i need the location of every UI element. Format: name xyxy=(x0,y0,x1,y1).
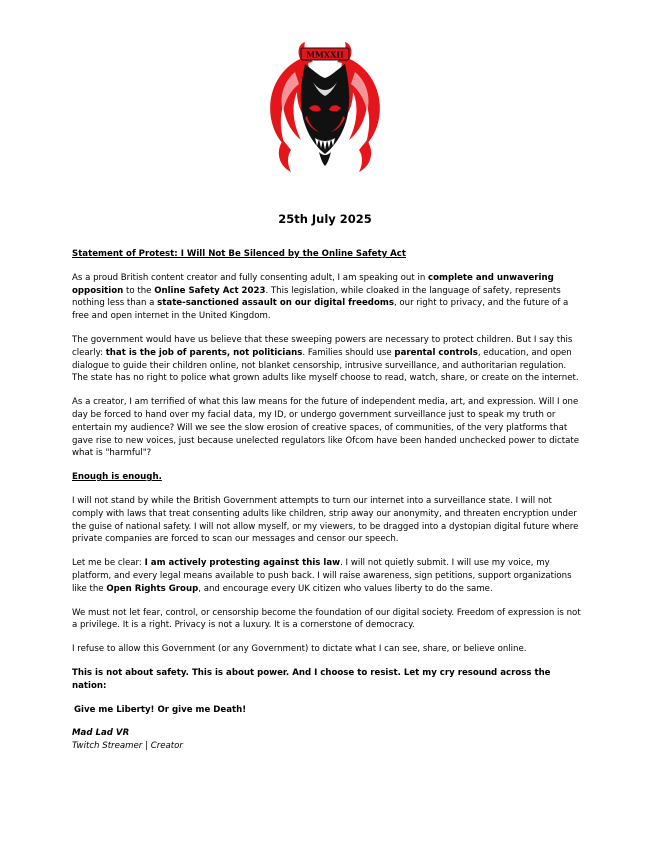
bold-text: that is the job of parents, not politicians xyxy=(105,347,303,358)
paragraph-1 xyxy=(72,272,584,323)
banner-text: MMXXII xyxy=(306,49,344,60)
text: , our right to privacy, and the future of a free and open internet in the United Kingdom. xyxy=(72,298,569,322)
text: . Families should use xyxy=(302,347,395,358)
statement-body xyxy=(72,248,584,753)
text: Let me be clear: xyxy=(72,558,145,569)
bold-text: complete and unwavering opposition xyxy=(72,272,554,296)
text: The government would have us believe that these sweeping powers are necessary to protect children. But I say this clearly: xyxy=(72,334,573,358)
paragraph-4: I will not stand by while the British Government attempts to turn our internet into a surveillance state. I will not comply with laws that treat consenting adults like children, strip away our anonymity, and threaten encryption under the guise of national safety. I will not allow myself, or my viewers, to be dragged into a dystopian digital future where private companies are forced to scan our messages and censor our speech. xyxy=(72,495,579,545)
paragraph-6: We must not let fear, control, or censorship become the foundation of our digital society. Freedom of expression is not a privilege. It is a right. Privacy is not a luxury. It is a cornerstone of democracy. xyxy=(72,607,581,631)
bold-text: parental controls xyxy=(394,347,478,358)
signature-role: Twitch Streamer | Creator xyxy=(72,741,183,752)
paragraph-7: I refuse to allow this Government (or any Government) to dictate what I can see, share, or believe online. xyxy=(72,644,527,655)
text: , education, and open dialogue to guide their children online, not blanket censorship, intrusive surveillance, and authoritarian regulation. The state has no right to police what grown adults like myself choose to read, watch, share, or create on the internet. xyxy=(72,347,579,384)
document-date: 25th July 2025 xyxy=(278,212,372,226)
liberty-line: Give me Liberty! Or give me Death! xyxy=(74,704,247,715)
bold-text: state-sanctioned assault on our digital freedoms xyxy=(157,298,394,309)
text: . This legislation, while cloaked in the language of safety, represents nothing less than a xyxy=(72,285,561,309)
paragraph-5 xyxy=(72,557,584,595)
statement-heading: Statement of Protest: I Will Not Be Silenced by the Online Safety Act xyxy=(72,249,407,259)
devil-mask-logo-icon xyxy=(265,42,385,182)
paragraph-2 xyxy=(72,334,584,385)
enough-heading: Enough is enough. xyxy=(72,472,162,483)
text: . I will not quietly submit. I will use my voice, my platform, and every legal means available to push back. I will raise awareness, sign petitions, support organizations like the xyxy=(72,558,572,594)
signature-name: Mad Lad VR xyxy=(72,728,130,739)
paragraph-8: This is not about safety. This is about power. And I choose to resist. Let my cry resound across the nation: xyxy=(72,667,551,691)
text: As a proud British content creator and fully consenting adult, I am speaking out in xyxy=(72,272,429,283)
bold-text: I am actively protesting against this law xyxy=(144,558,341,569)
bold-text: Open Rights Group xyxy=(106,583,199,594)
bold-text: Online Safety Act 2023 xyxy=(154,285,266,296)
text: to the xyxy=(123,285,155,296)
text: , and encourage every UK citizen who values liberty to do the same. xyxy=(198,583,493,594)
paragraph-3: As a creator, I am terrified of what this law means for the future of independent media, art, and expression. Will I one day be forced to hand over my facial data, my ID, or undergo government surveillance just to speak my truth or entertain my audience? Will we see the slow erosion of creative spaces, of communities, of the very platforms that gave rise to new voices, just because unelected regulators like Ofcom have been handed unchecked power to dictate what is "harmful"? xyxy=(72,397,580,459)
